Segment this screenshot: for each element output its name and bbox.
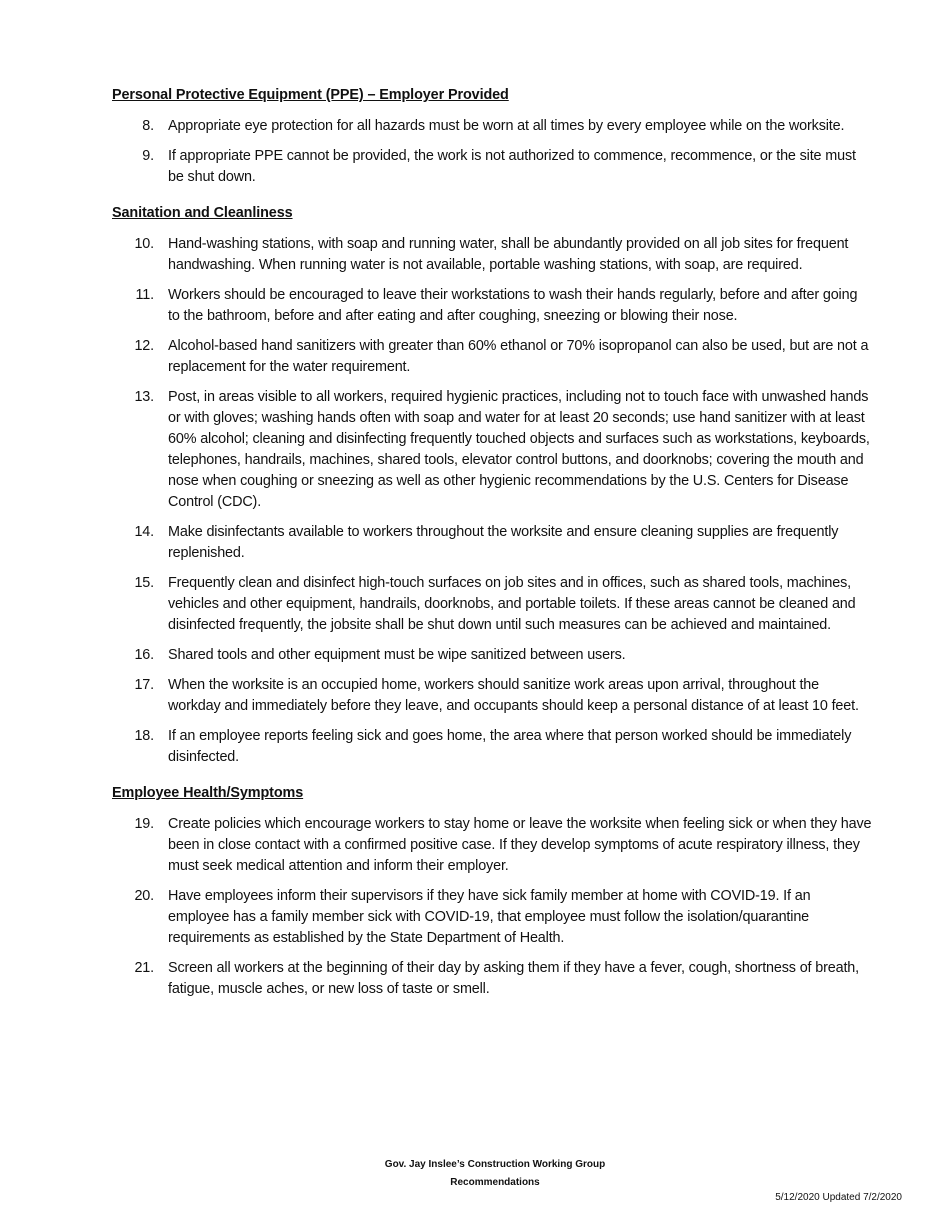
item-text: Frequently clean and disinfect high-touch surfaces on job sites and in offices, such as shared tools, machines, vehicles and other equipment, handrails, doorknobs, and portable toilets. If these areas cannot be cleaned and disinfected frequently, the jobsite shall be shut down until such measures can be achieved and maintained. [168,575,856,633]
section-heading: Sanitation and Cleanliness [112,205,293,221]
section-heading: Employee Health/Symptoms [112,785,304,801]
section-ppe [112,86,872,188]
item-text: Appropriate eye protection for all hazards must be worn at all times by every employee while on the worksite. [168,118,845,134]
item-number: 13. [134,389,154,405]
list-item [112,675,872,717]
item-number: 16. [134,647,154,663]
item-number: 9. [142,148,154,164]
footer-subtitle: Recommendations [450,1177,540,1188]
item-number: 21. [134,960,154,976]
section-sanitation [112,204,872,768]
item-text: Have employees inform their supervisors if they have sick family member at home with COVID-19. If an employee has a family member sick with COVID-19, that employee must follow the isolation/quarantine requirements as established by the State Department of Health. [168,888,811,946]
item-text: If appropriate PPE cannot be provided, the work is not authorized to commence, recommence, or the site must be shut down. [168,148,856,185]
footer-title: Gov. Jay Inslee’s Construction Working Group [384,1159,606,1170]
footer-date: 5/12/2020 Updated 7/2/2020 [775,1192,902,1203]
list-item [112,726,872,768]
document-body [112,86,872,1016]
item-text: Alcohol-based hand sanitizers with greater than 60% ethanol or 70% isopropanol can also be used, but are not a replacement for the water requirement. [168,338,869,375]
list-item [112,814,872,877]
item-number: 20. [134,888,154,904]
list-item [112,886,872,949]
section-employee-health [112,784,872,1000]
item-text: Shared tools and other equipment must be wipe sanitized between users. [168,647,626,663]
item-number: 17. [134,677,154,693]
item-number: 15. [134,575,154,591]
list-item [112,146,872,188]
list-item [112,387,872,513]
list-item [112,958,872,1000]
list-item [112,573,872,636]
item-text: Create policies which encourage workers to stay home or leave the worksite when feeling sick or when they have been in close contact with a confirmed positive case. If they develop symptoms of acute respiratory illness, they must seek medical attention and inform their employer. [168,816,872,874]
item-number: 11. [135,287,154,303]
list-item [112,645,872,666]
item-number: 8. [142,118,154,134]
item-number: 19. [134,816,154,832]
item-text: Hand-washing stations, with soap and running water, shall be abundantly provided on all job sites for frequent handwashing. When running water is not available, portable washing stations, with soap, are required. [168,236,849,273]
list-item [112,522,872,564]
item-text: Screen all workers at the beginning of their day by asking them if they have a fever, cough, shortness of breath, fatigue, muscle aches, or new loss of taste or smell. [168,960,859,997]
item-number: 10. [134,236,154,252]
list-item [112,336,872,378]
item-text: Post, in areas visible to all workers, required hygienic practices, including not to touch face with unwashed hands or with gloves; washing hands often with soap and water for at least 20 seconds; use hand sanitizer with at least 60% alcohol; cleaning and disinfecting frequently touched objects and surfaces such as workstations, keyboards, telephones, handrails, machines, shared tools, elevator control buttons, and doorknobs; covering the mouth and nose when coughing or sneezing as well as other hygienic recommendations by the U.S. Centers for Disease Control (CDC). [168,389,870,510]
item-number: 12. [134,338,154,354]
item-text: If an employee reports feeling sick and goes home, the area where that person worked should be immediately disinfected. [168,728,852,765]
item-text: Make disinfectants available to workers throughout the worksite and ensure cleaning supplies are frequently replenished. [168,524,839,561]
item-number: 14. [134,524,154,540]
item-text: Workers should be encouraged to leave their workstations to wash their hands regularly, before and after going to the bathroom, before and after eating and after coughing, sneezing or blowing their nose. [168,287,858,324]
item-text: When the worksite is an occupied home, workers should sanitize work areas upon arrival, throughout the workday and immediately before they leave, and occupants should keep a personal distance of at least 10 feet. [168,677,859,714]
list-item [112,285,872,327]
list-item [112,234,872,276]
item-number: 18. [134,728,154,744]
section-heading: Personal Protective Equipment (PPE) – Employer Provided [112,87,509,103]
list-item [112,116,872,137]
